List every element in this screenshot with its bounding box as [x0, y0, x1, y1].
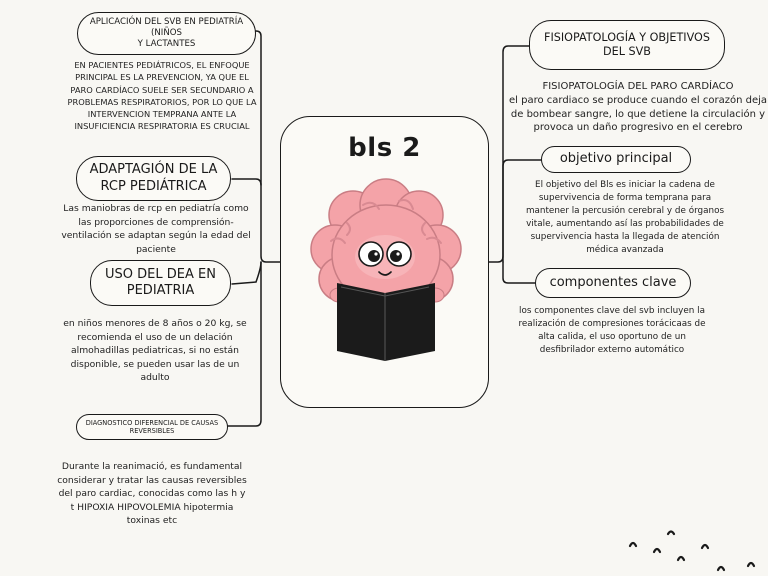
central-topic-title: bls 2	[348, 133, 421, 163]
node-label: componentes clave	[549, 274, 677, 290]
desc-fisiopatologia-objetivos-svb: FISIOPATOLOGÍA DEL PARO CARDÍACO el paro cardiaco se produce cuando el corazón deja de bombear sangre, lo que detiene la circulación y provoca un daño progresivo en el cerebro	[509, 81, 767, 134]
node-label: DIAGNOSTICO DIFERENCIAL DE CAUSAS REVERSIBLES	[85, 418, 219, 435]
brain-reading-book-icon	[301, 175, 471, 375]
node-label: APLICACIÓN DEL SVB EN PEDIATRÍA (NIÑOS Y LACTANTES	[89, 17, 244, 49]
central-topic-card[interactable]	[280, 116, 489, 408]
connector-left-3	[232, 262, 261, 284]
node-fisiopatologia-objetivos-svb[interactable]	[529, 20, 725, 70]
node-label: ADAPTAGIÓN DE LA RCP PEDIÁTRICA	[89, 162, 218, 194]
decorative-marks	[610, 520, 768, 576]
desc-diagnostico-causas-reversibles: Durante la reanimació, es fundamental considerar y tratar las causas reversibles del paro cardiac, conocidas como las h y t HIPOXIA HIPOVOLEMIA hipotermia toxinas etc	[57, 461, 247, 527]
connector-right-3	[503, 262, 535, 283]
desc-uso-dea-pediatria: en niños menores de 8 años o 20 kg, se recomienda el uso de un delación almohadillas pediatricas, si no están disponible, se pueden usar las de un adulto	[63, 318, 247, 384]
node-label: USO DEL DEA EN PEDIATRIA	[105, 266, 216, 298]
node-label: FISIOPATOLOGÍA Y OBJETIVOS DEL SVB	[544, 31, 710, 58]
desc-objetivo-principal: El objetivo del Bls es iniciar la cadena de supervivencia de forma temprana para mantener la percusión cerebral y de órganos vitale, aumentando así las probabilidades de supervivencia hasta la llegada de atención médica avanzada	[525, 180, 725, 256]
node-diagnostico-causas-reversibles[interactable]	[76, 414, 228, 440]
desc-heading: FISIOPATOLOGÍA DEL PARO CARDÍACO	[542, 81, 734, 92]
node-aplicacion-svb-pediatria[interactable]	[77, 12, 256, 55]
node-adaptacion-rcp-pediatrica[interactable]	[76, 156, 231, 201]
node-label: objetivo principal	[559, 151, 673, 167]
node-uso-dea-pediatria[interactable]	[90, 260, 231, 306]
node-componentes-clave[interactable]	[535, 268, 691, 298]
connector-left-2	[232, 179, 261, 185]
node-objetivo-principal[interactable]	[541, 146, 691, 173]
desc-componentes-clave: los componentes clave del svb incluyen la realización de compresiones torácicaas de alta calida, el uso oportuno de un desfibrilador externo automático	[518, 306, 706, 356]
desc-aplicacion-svb-pediatria: EN PACIENTES PEDIÁTRICOS, EL ENFOQUE PRINCIPAL ES LA PREVENCION, YA QUE EL PARO CARDÍACO SUELE SER SECUNDARIO A PROBLEMAS RESPIRATORIOS, POR LO QUE LA INTERVENCION TEMPRANA ANTE LA INSUFICIENCIA RESPIRATORIA ES CRUCIAL	[67, 60, 257, 132]
desc-adaptacion-rcp-pediatrica: Las maniobras de rcp en pediatría como las proporciones de comprensión-ventilación se adaptan según la edad del paciente	[61, 203, 251, 255]
